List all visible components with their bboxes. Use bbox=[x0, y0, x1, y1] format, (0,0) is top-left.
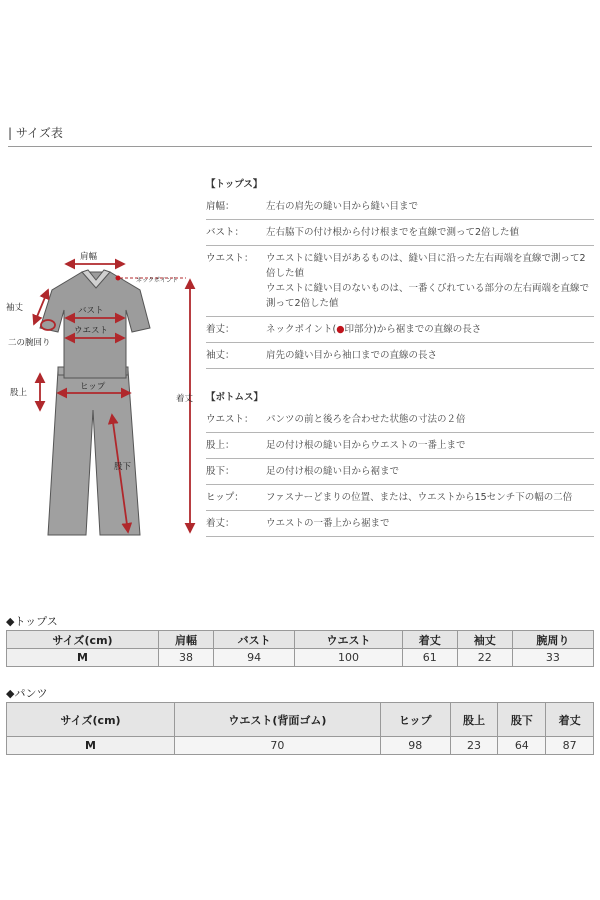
def-term: 股下： bbox=[206, 466, 235, 477]
pants-shape bbox=[48, 370, 140, 535]
label-matashita: 股下 bbox=[114, 462, 132, 472]
tops-table-label: ◆トップス bbox=[6, 615, 58, 628]
def-term: ウエスト： bbox=[206, 414, 254, 425]
def-desc: ファスナーどまりの位置、または、ウエストから15センチ下の幅の二倍 bbox=[266, 492, 573, 503]
garment-illustration bbox=[0, 160, 200, 540]
label-hip: ヒップ bbox=[80, 382, 106, 392]
table-cell: 22 bbox=[457, 649, 512, 667]
label-ninoude: 二の腕回り bbox=[8, 338, 51, 348]
def-row-hip bbox=[206, 485, 594, 511]
table-header-row bbox=[7, 703, 594, 737]
def-term: 股上： bbox=[206, 440, 235, 451]
table-header-cell: 着丈 bbox=[402, 631, 457, 649]
def-desc-group bbox=[266, 251, 594, 311]
def-term: ヒップ： bbox=[206, 492, 244, 503]
table-cell: 87 bbox=[546, 737, 594, 755]
def-desc-post: 印部分)から裾までの直線の長さ bbox=[344, 324, 482, 335]
def-term: 着丈： bbox=[206, 324, 235, 335]
title-divider bbox=[8, 146, 592, 147]
table-cell-size: M bbox=[7, 737, 175, 755]
tops-size-table bbox=[6, 630, 594, 667]
table-header-cell: バスト bbox=[213, 631, 294, 649]
def-row-sodetake bbox=[206, 343, 594, 369]
table-header-cell: 肩幅 bbox=[159, 631, 214, 649]
neck-point-marker bbox=[116, 276, 121, 281]
def-desc: 左右の肩先の縫い目から縫い目まで bbox=[266, 201, 419, 212]
table-cell: 38 bbox=[159, 649, 214, 667]
size-diagram bbox=[0, 160, 200, 540]
label-katahaba: 肩幅 bbox=[80, 252, 98, 262]
def-desc: 左右脇下の付け根から付け根までを直線で測って2倍した値 bbox=[266, 227, 520, 238]
table-cell-size: M bbox=[7, 649, 159, 667]
table-row bbox=[7, 737, 594, 755]
def-row-matagami bbox=[206, 433, 594, 459]
def-term: 肩幅： bbox=[206, 201, 235, 212]
def-term: ウエスト： bbox=[206, 253, 254, 264]
def-term: バスト： bbox=[206, 227, 245, 238]
def-row-bottoms-waist bbox=[206, 407, 594, 433]
table-header-cell: ウエスト(背面ゴム) bbox=[175, 703, 381, 737]
table-header-cell: 股下 bbox=[498, 703, 546, 737]
table-header-cell: ヒップ bbox=[380, 703, 450, 737]
def-row-katahaba bbox=[206, 194, 594, 220]
table-header-cell: ウエスト bbox=[295, 631, 403, 649]
table-header-cell: 股上 bbox=[450, 703, 498, 737]
def-row-bottoms-kitake bbox=[206, 511, 594, 537]
def-desc bbox=[266, 322, 594, 337]
measurement-definitions bbox=[206, 176, 594, 537]
table-header-cell: 腕周り bbox=[512, 631, 593, 649]
def-row-waist bbox=[206, 246, 594, 317]
def-desc: ウエストの一番上から裾まで bbox=[266, 518, 390, 529]
def-desc-pre: ネックポイント( bbox=[266, 324, 337, 335]
table-cell: 23 bbox=[450, 737, 498, 755]
table-cell: 70 bbox=[175, 737, 381, 755]
def-row-matashita bbox=[206, 459, 594, 485]
table-header-cell: サイズ(cm) bbox=[7, 703, 175, 737]
def-desc-secondary: ウエストに縫い目のないものは、一番くびれている部分の左右両端を直線で測って2倍した値 bbox=[266, 283, 590, 309]
label-kitake: 着丈 bbox=[176, 394, 194, 404]
bottoms-heading: 【ボトムス】 bbox=[206, 392, 264, 403]
pants-table-label: ◆パンツ bbox=[6, 687, 48, 700]
def-desc: 肩先の縫い目から袖口までの直線の長さ bbox=[266, 350, 438, 361]
def-desc: 足の付け根の縫い目からウエストの一番上まで bbox=[266, 440, 466, 451]
table-header-cell: 着丈 bbox=[546, 703, 594, 737]
table-header-cell: サイズ(cm) bbox=[7, 631, 159, 649]
tops-heading: 【トップス】 bbox=[206, 179, 263, 190]
label-sodetake: 袖丈 bbox=[6, 303, 24, 313]
label-waist: ウエスト bbox=[74, 326, 109, 336]
table-cell: 100 bbox=[295, 649, 403, 667]
def-desc: パンツの前と後ろを合わせた状態の寸法の２倍 bbox=[266, 414, 466, 425]
def-row-bust bbox=[206, 220, 594, 246]
table-cell: 33 bbox=[512, 649, 593, 667]
table-header-row bbox=[7, 631, 594, 649]
table-row bbox=[7, 649, 594, 667]
table-cell: 64 bbox=[498, 737, 546, 755]
def-desc: 足の付け根の縫い目から裾まで bbox=[266, 466, 400, 477]
table-cell: 61 bbox=[402, 649, 457, 667]
label-matagami: 股上 bbox=[10, 388, 28, 398]
label-bust: バスト bbox=[78, 306, 104, 316]
def-row-kitake bbox=[206, 317, 594, 343]
table-cell: 94 bbox=[213, 649, 294, 667]
def-desc: ウエストに縫い目があるものは、縫い目に沿った左右両端を直線で測って2倍した値 bbox=[266, 253, 586, 279]
pants-size-table bbox=[6, 702, 594, 755]
red-dot-icon: ● bbox=[336, 324, 345, 335]
def-term: 袖丈： bbox=[206, 350, 235, 361]
label-neck-point: ネックポイント bbox=[136, 277, 179, 284]
def-term: 着丈： bbox=[206, 518, 235, 529]
table-cell: 98 bbox=[380, 737, 450, 755]
page-title: | サイズ表 bbox=[8, 126, 63, 140]
table-header-cell: 袖丈 bbox=[457, 631, 512, 649]
